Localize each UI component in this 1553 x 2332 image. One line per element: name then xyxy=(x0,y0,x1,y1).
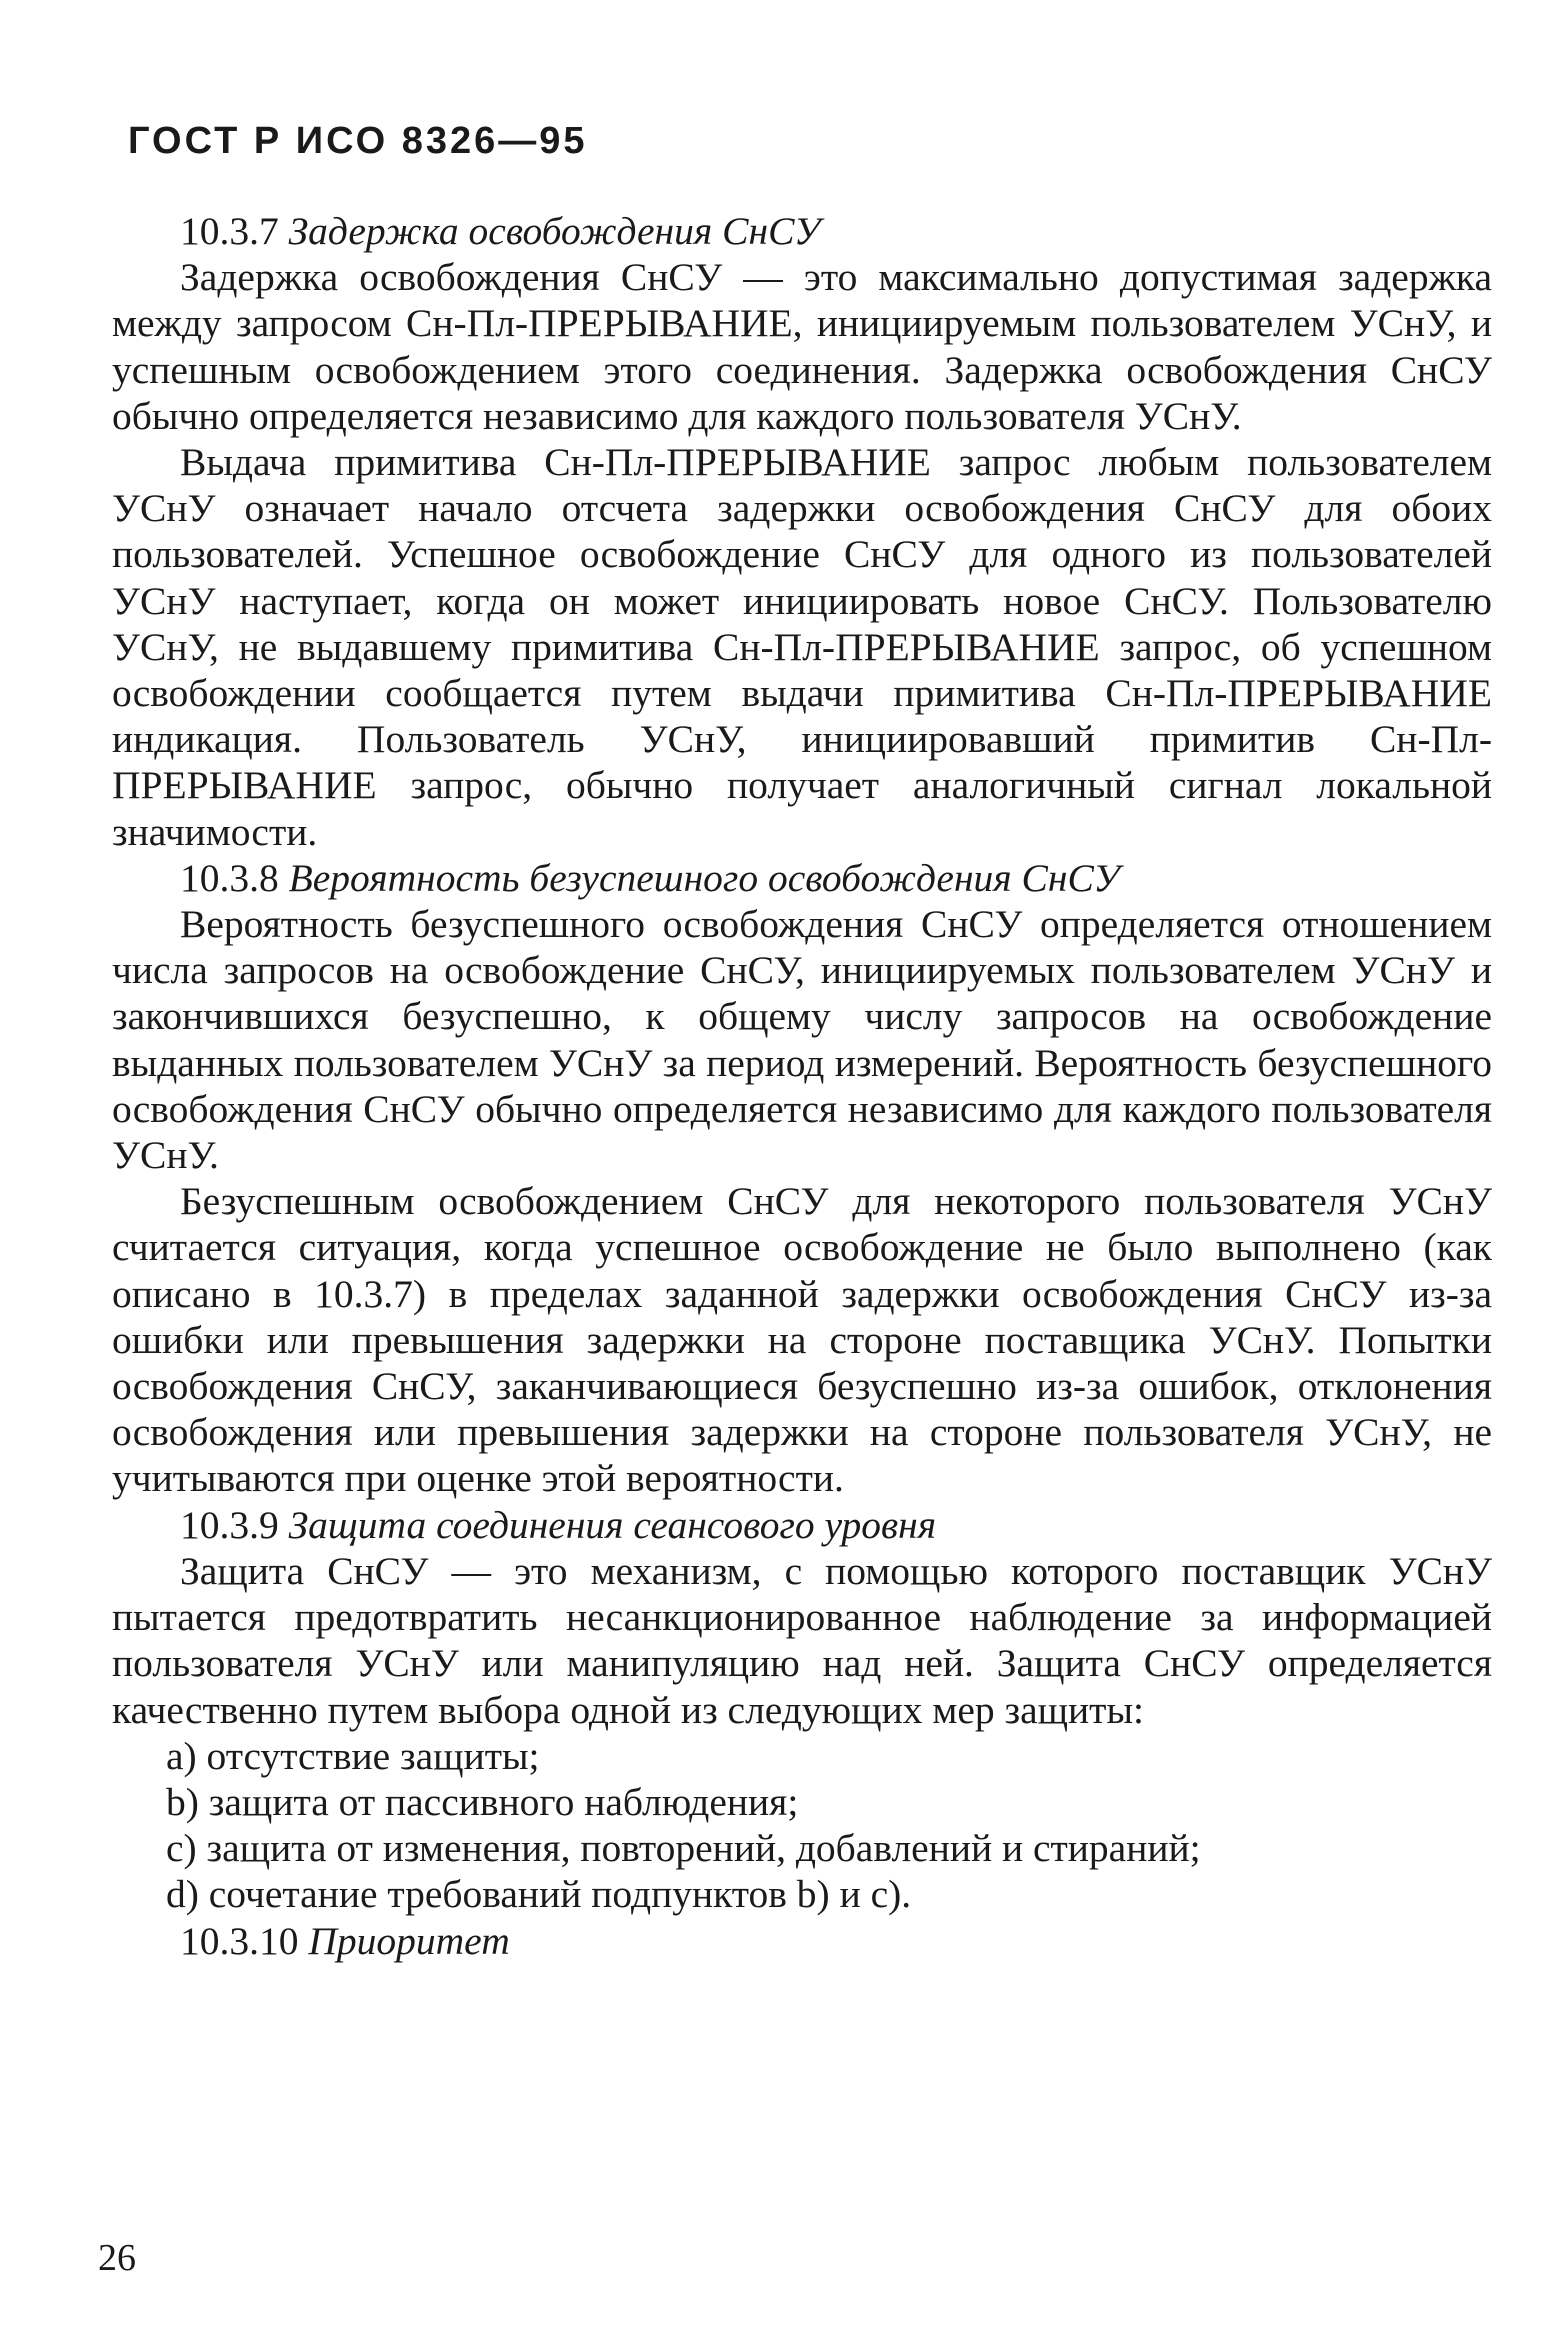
list-item: b) защита от пассивного наблюдения; xyxy=(166,1779,799,1824)
paragraph: Вероятность безуспешного освобождения СнСУ определяется отношением числа запросов на освобождение СнСУ, инициируемых пользователем УСнУ и закончившихся безуспешно, к общему числу запросов на освобождение выданных пользователем УСнУ за период измерений. Вероятность безуспешного освобождения СнСУ обычно определяется независимо для каждого пользователя УСнУ. xyxy=(112,902,1492,1178)
page-number: 26 xyxy=(98,2237,136,2279)
paragraph: Выдача примитива Сн-Пл-ПРЕРЫВАНИЕ запрос любым пользователем УСнУ означает начало отсчета задержки освобождения СнСУ для обоих пользователей. Успешное освобождение СнСУ для одного из пользователей УСнУ наступает, когда он может инициировать новое СнСУ. Пользователю УСнУ, не выдавшему примитива Сн-Пл-ПРЕРЫВАНИЕ запрос, об успешном освобождении сообщается путем выдачи примитива Сн-Пл-ПРЕРЫВАНИЕ индикация. Пользователь УСнУ, инициировавший примитив Сн-Пл-ПРЕРЫВАНИЕ запрос, обычно получает аналогичный сигнал локальной значимости. xyxy=(112,440,1492,854)
paragraph: Задержка освобождения СнСУ — это максимально допустимая задержка между запросом Сн-Пл-ПРЕРЫВАНИЕ, инициируемым пользователем УСнУ, и успешным освобождением этого соединения. Задержка освобождения СнСУ обычно определяется независимо для каждого пользователя УСнУ. xyxy=(112,255,1492,438)
paragraph: Защита СнСУ — это механизм, с помощью которого поставщик УСнУ пытается предотвратить несанкционированное наблюдение за информацией пользователя УСнУ или манипуляцию над ней. Защита СнСУ определяется качественно путем выбора одной из следующих мер защиты: xyxy=(112,1548,1492,1732)
list-item: d) сочетание требований подпунктов b) и с). xyxy=(166,1872,912,1917)
paragraph: Безуспешным освобождением СнСУ для некоторого пользователя УСнУ считается ситуация, когда успешное освобождение не было выполнено (как описано в 10.3.7) в пределах заданной задержки освобождения СнСУ из-за ошибки или превышения задержки на стороне поставщика УСнУ. Попытки освобождения СнСУ, заканчивающиеся безуспешно из-за ошибок, отклонения освобождения или превышения задержки на стороне пользователя УСнУ, не учитываются при оценке этой вероятности. xyxy=(112,1179,1492,1501)
section-heading-10-3-8 xyxy=(112,855,1492,901)
section-number: 10.3.8 xyxy=(180,855,279,900)
section-number: 10.3.9 xyxy=(180,1502,279,1547)
document-body xyxy=(112,208,1492,1964)
list-item: а) отсутствие защиты; xyxy=(166,1733,540,1778)
list-item: с) защита от изменения, повторений, добавлений и стираний; xyxy=(166,1826,1201,1871)
section-title: Защита соединения сеансового уровня xyxy=(288,1502,937,1547)
section-title: Вероятность безуспешного освобождения СнСУ xyxy=(288,855,1120,900)
section-heading-10-3-7 xyxy=(112,208,1492,254)
section-heading-10-3-10 xyxy=(112,1918,1492,1964)
section-number: 10.3.10 xyxy=(180,1918,299,1963)
section-heading-10-3-9 xyxy=(112,1502,1492,1548)
section-title: Задержка освобождения СнСУ xyxy=(288,209,821,253)
document-header: ГОСТ Р ИСО 8326—95 xyxy=(128,120,588,162)
section-title: Приоритет xyxy=(308,1918,510,1963)
section-number: 10.3.7 xyxy=(180,209,279,253)
